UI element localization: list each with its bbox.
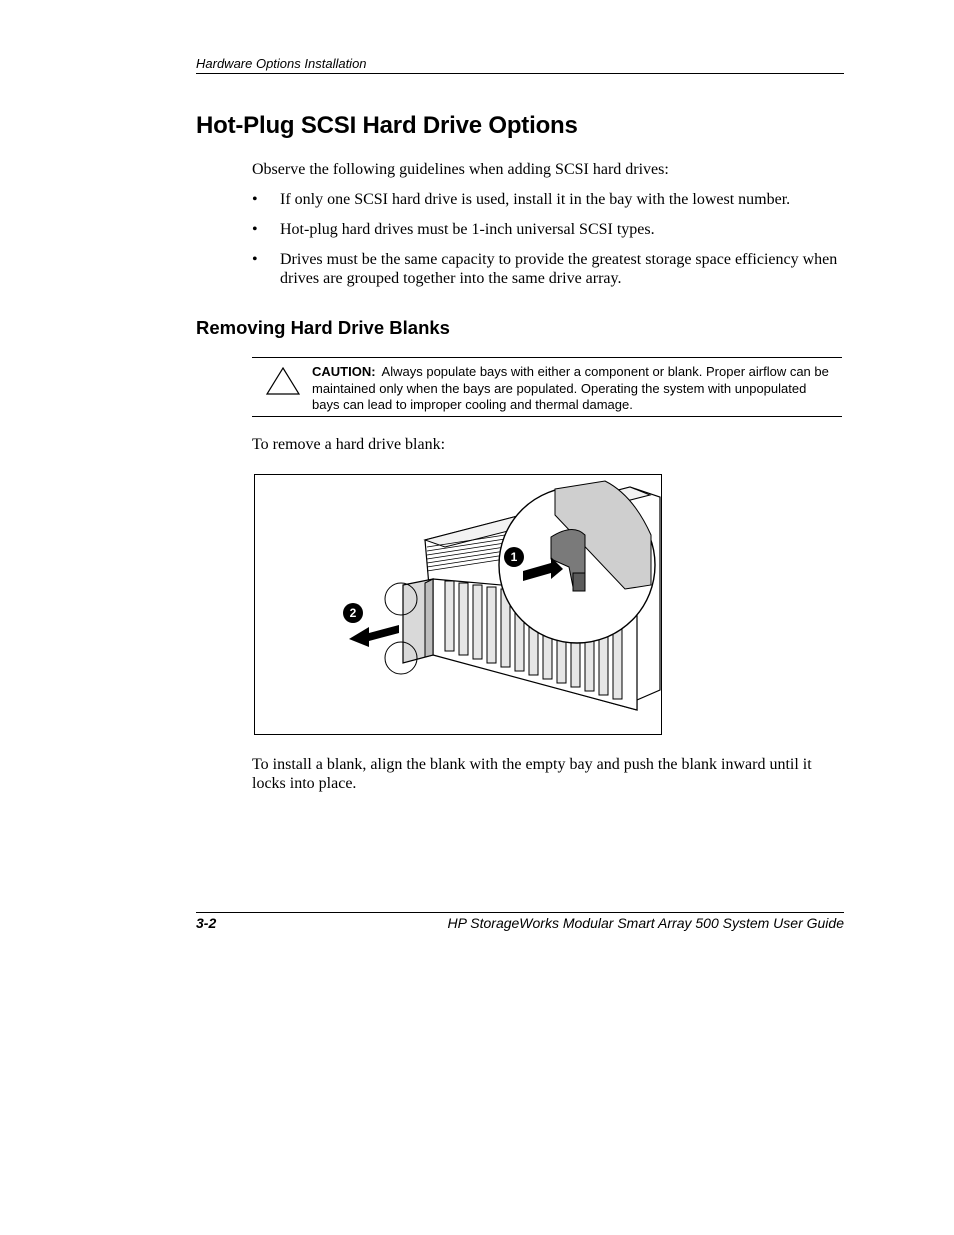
callout-1: 1 <box>504 547 524 567</box>
guideline-text: Drives must be the same capacity to provide the greatest storage space efficiency when drives are grouped together into the same drive array. <box>280 251 838 287</box>
closing-paragraph: To install a blank, align the blank with the empty bay and push the blank inward until it locks into place. <box>252 756 812 792</box>
intro-paragraph: Observe the following guidelines when adding SCSI hard drives: <box>252 161 669 178</box>
caution-message: Always populate bays with either a component or blank. Proper airflow can be maintained only when the bays are populated. Operating the system with unpopulated bays can lead to improper cooling and thermal damage. <box>312 364 829 412</box>
bullet: • <box>252 191 258 208</box>
warning-triangle-icon <box>265 366 301 401</box>
drive-blank-figure <box>254 474 662 735</box>
guide-title: HP StorageWorks Modular Smart Array 500 System User Guide <box>447 915 844 931</box>
section-subtitle: Removing Hard Drive Blanks <box>196 317 450 338</box>
list-item <box>252 220 842 239</box>
step-intro: To remove a hard drive blank: <box>252 436 446 453</box>
callout-2: 2 <box>343 603 363 623</box>
enclosure-illustration <box>255 475 661 734</box>
list-item <box>252 250 842 288</box>
guideline-text: If only one SCSI hard drive is used, install it in the bay with the lowest number. <box>280 191 791 208</box>
caution-box <box>252 357 842 417</box>
caution-text <box>312 364 837 414</box>
page-title: Hot-Plug SCSI Hard Drive Options <box>196 112 578 139</box>
guidelines-list <box>252 190 842 299</box>
footer-rule <box>196 912 844 913</box>
guideline-text: Hot-plug hard drives must be 1-inch universal SCSI types. <box>280 221 655 238</box>
bullet: • <box>252 221 258 238</box>
caution-label: CAUTION: <box>312 364 376 379</box>
list-item <box>252 190 842 209</box>
running-header: Hardware Options Installation <box>196 56 844 74</box>
page-number: 3-2 <box>196 915 217 931</box>
bullet: • <box>252 251 258 268</box>
